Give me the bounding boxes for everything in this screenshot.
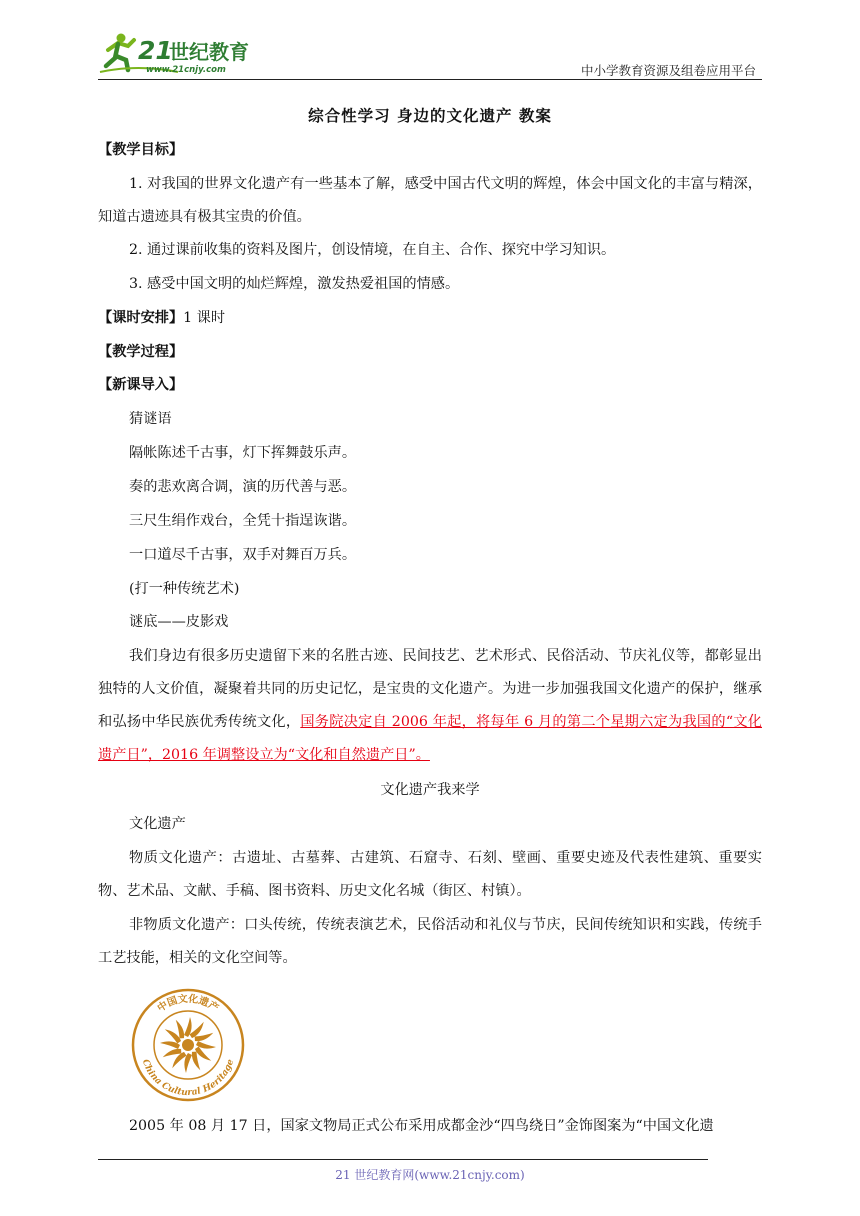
objectives-heading: 【教学目标】 bbox=[98, 142, 184, 158]
learn-label: 文化遗产 bbox=[129, 816, 186, 832]
platform-name: 中小学教育资源及组卷应用平台 bbox=[580, 63, 756, 78]
process-heading: 【教学过程】 bbox=[98, 344, 184, 360]
learn-subtitle: 文化遗产我来学 bbox=[380, 782, 480, 798]
svg-text:www.21cnjy.com: www.21cnjy.com bbox=[146, 65, 226, 75]
heritage-day-highlight: 国务院决定自 2006 年起，将每年 6 月的第二个星期六定为我国的“文化遗产日”，2016 年调整设立为“文化和自然遗产日”。 bbox=[98, 714, 762, 763]
riddle-hint: (打一种传统艺术) bbox=[129, 581, 240, 597]
intro-heading: 【新课导入】 bbox=[98, 377, 184, 393]
svg-text:China Cultural Heritage: China Cultural Heritage bbox=[139, 1058, 237, 1099]
riddle-line-2: 奏的悲欢离合调，演的历代善与恶。 bbox=[129, 479, 357, 495]
footer-text: 21 世纪教育网(www.21cnjy.com) bbox=[335, 1168, 525, 1182]
objective-item-2: 2. 通过课前收集的资料及图片，创设情境，在自主、合作、探究中学习知识。 bbox=[129, 242, 616, 258]
page-header bbox=[98, 28, 760, 80]
riddle-answer: 谜底——皮影戏 bbox=[129, 614, 229, 630]
schedule-value: 1 课时 bbox=[183, 310, 226, 326]
objective-item-3: 3. 感受中国文明的灿烂辉煌，激发热爱祖国的情感。 bbox=[129, 276, 460, 292]
objective-item-1: 1. 对我国的世界文化遗产有一些基本了解，感受中国古代文明的辉煌，体会中国文化的丰富与精深，知道古遗迹具有极其宝贵的价值。 bbox=[98, 176, 762, 225]
svg-text:世纪教育: 世纪教育 bbox=[169, 40, 249, 64]
site-logo bbox=[98, 28, 268, 76]
intro-paragraph-text: 我们身边有很多历史遗留下来的名胜古迹、民间技艺、艺术形式、民俗活动、节庆礼仪等，都彰显出独特的人文价值，凝聚着共同的历史记忆，是宝贵的文化遗产。为进一步加强我国文化遗产的保护，继承和弘扬中华民族优秀传统文化， bbox=[98, 648, 762, 730]
svg-text:中国文化遗产: 中国文化遗产 bbox=[155, 993, 221, 1015]
china-cultural-heritage-emblem bbox=[131, 988, 245, 1102]
footer-divider bbox=[98, 1159, 708, 1160]
schedule-line bbox=[98, 302, 762, 335]
tangible-heritage: 物质文化遗产：古遗址、古墓葬、古建筑、石窟寺、石刻、壁画、重要史迹及代表性建筑、重要实物、艺术品、文献、手稿、图书资料、历史文化名城（街区、村镇）。 bbox=[98, 850, 762, 899]
last-paragraph: 2005 年 08 月 17 日，国家文物局正式公布采用成都金沙“四鸟绕日”金饰图案为“中国文化遗 bbox=[129, 1118, 714, 1134]
intro-paragraph bbox=[98, 640, 762, 772]
riddle-line-4: 一口道尽千古事，双手对舞百万兵。 bbox=[129, 547, 357, 563]
riddle-line-3: 三尺生绢作戏台，全凭十指逞诙谐。 bbox=[129, 513, 357, 529]
riddle-line-1: 隔帐陈述千古事，灯下挥舞鼓乐声。 bbox=[129, 445, 357, 461]
document-title: 综合性学习 身边的文化遗产 教案 bbox=[308, 106, 552, 125]
svg-text:21: 21 bbox=[138, 36, 173, 65]
riddle-label: 猜谜语 bbox=[129, 411, 172, 427]
header-divider bbox=[98, 79, 762, 80]
schedule-heading: 【课时安排】 bbox=[98, 310, 184, 326]
intangible-heritage: 非物质文化遗产：口头传统，传统表演艺术，民俗活动和礼仪与节庆，民间传统知识和实践，传统手工艺技能，相关的文化空间等。 bbox=[98, 917, 762, 966]
